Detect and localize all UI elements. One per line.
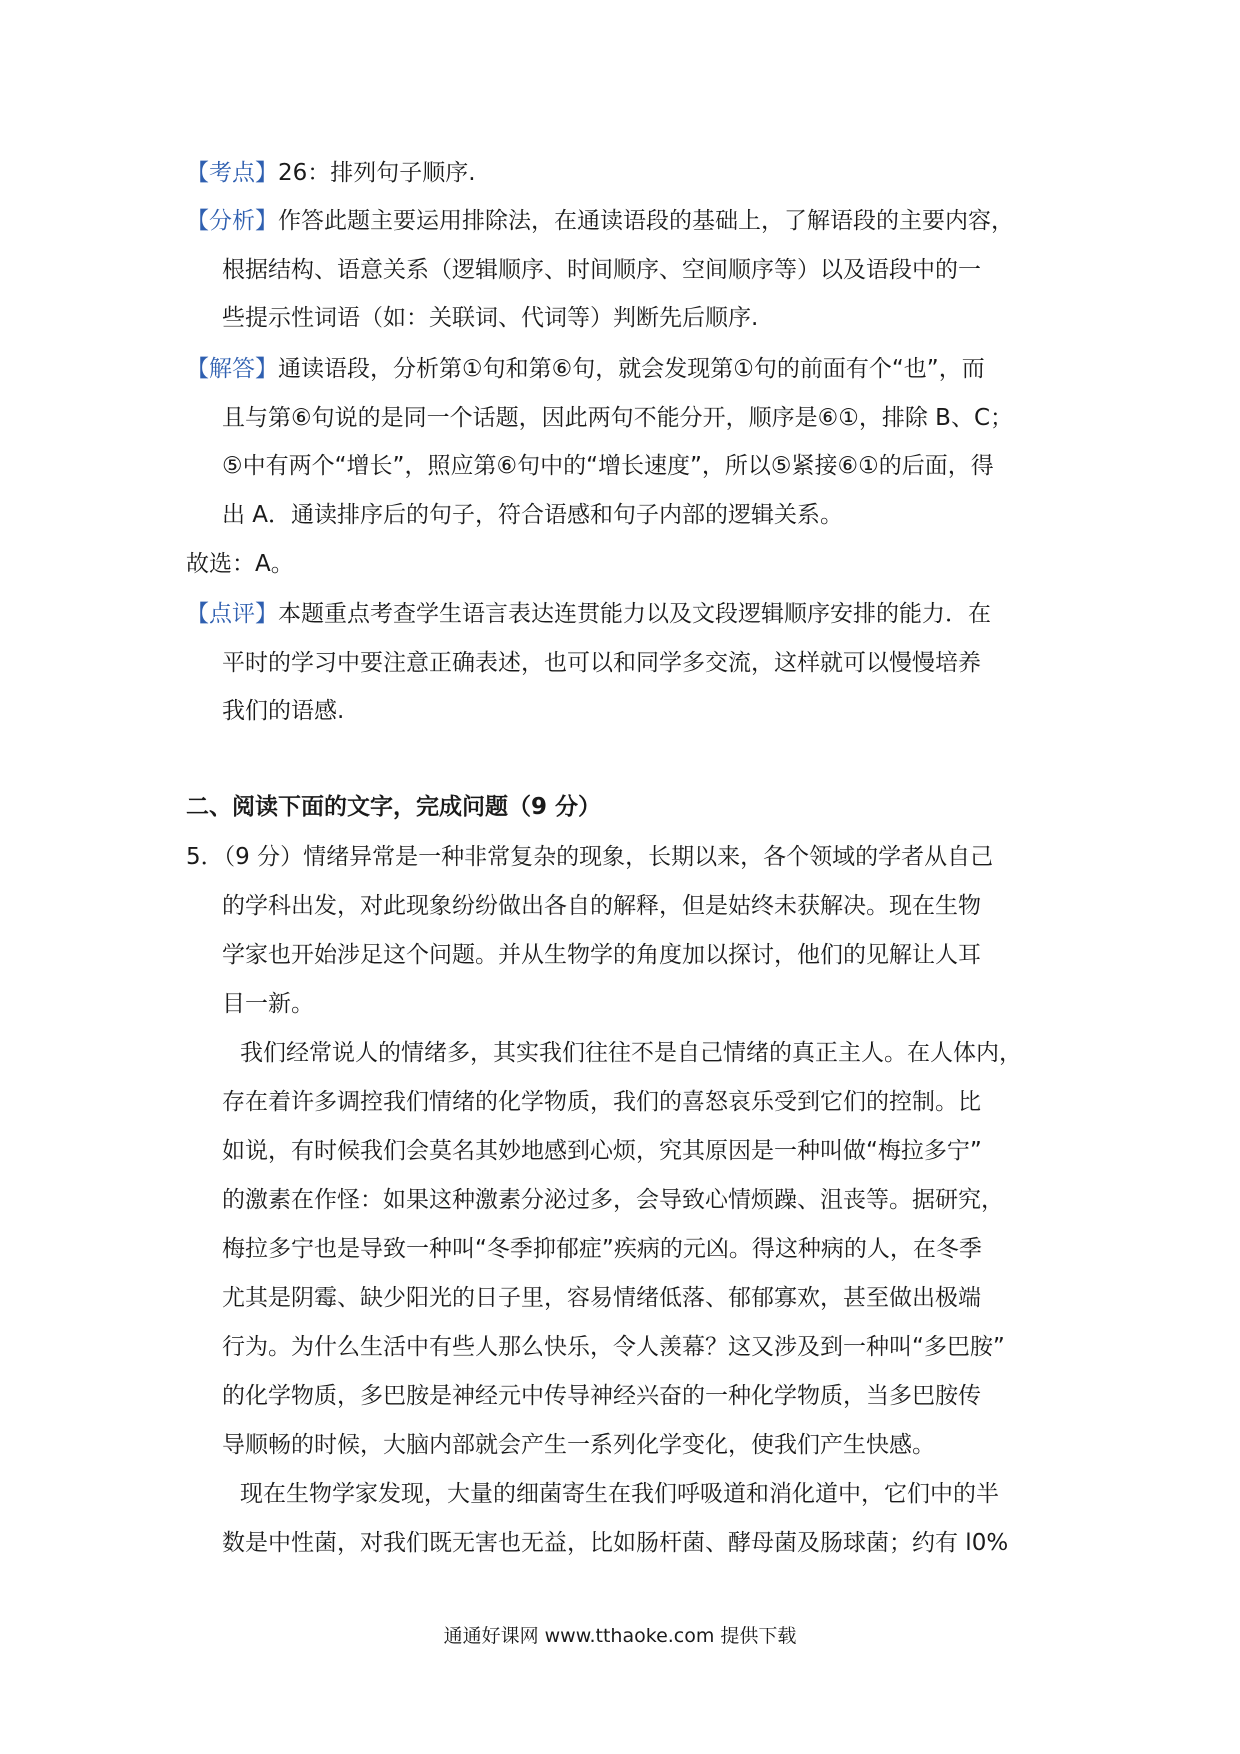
dianping-line-3: 我们的语感. — [222, 698, 345, 724]
fenxi-label: 【分析】 — [186, 208, 278, 234]
dianping-line-1 — [186, 597, 991, 631]
page-footer: 通通好课网 www.tthaoke.com 提供下载 — [443, 1625, 797, 1647]
answer-line: 故选：A。 — [186, 551, 294, 577]
jieda-label: 【解答】 — [186, 356, 278, 382]
dianping-line-2: 平时的学习中要注意正确表述，也可以和同学多交流，这样就可以慢慢培养 — [222, 650, 981, 676]
question-line-3: 学家也开始涉足这个问题。并从生物学的角度加以探讨，他们的见解让人耳 — [222, 942, 981, 968]
jieda-line-4: 出 A．通读排序后的句子，符合语感和句子内部的逻辑关系。 — [222, 502, 844, 528]
passage-p1-line-9: 导顺畅的时候，大脑内部就会产生一系列化学变化，使我们产生快感。 — [222, 1432, 935, 1458]
passage-p1-line-6: 尤其是阴霉、缺少阳光的日子里，容易情绪低落、郁郁寡欢，甚至做出极端 — [222, 1285, 981, 1311]
kaodian-line — [186, 156, 476, 190]
passage-p2-line-2: 数是中性菌，对我们既无害也无益，比如肠杆菌、酵母菌及肠球菌；约有 l0% — [222, 1530, 1009, 1556]
question-line-2: 的学科出发，对此现象纷纷做出各自的解释，但是姑终未获解决。现在生物 — [222, 893, 981, 919]
jieda-line-2: 且与第⑥句说的是同一个话题，因此两句不能分开，顺序是⑥①，排除 B、C； — [222, 405, 1014, 431]
jieda-line-3: ⑤中有两个“增长”，照应第⑥句中的“增长速度”，所以⑤紧接⑥①的后面，得 — [222, 453, 994, 479]
question-line-4: 目一新。 — [222, 991, 314, 1017]
jieda-text-1: 通读语段，分析第①句和第⑥句，就会发现第①句的前面有个“也”，而 — [278, 356, 985, 382]
passage-p1-line-2: 存在着许多调控我们情绪的化学物质，我们的喜怒哀乐受到它们的控制。比 — [222, 1089, 981, 1115]
passage-p1-line-3: 如说，有时候我们会莫名其妙地感到心烦，究其原因是一种叫做“梅拉多宁” — [222, 1138, 982, 1164]
passage-p1-line-4: 的激素在作怪：如果这种激素分泌过多，会导致心情烦躁、沮丧等。据研究， — [222, 1187, 1004, 1213]
dianping-label: 【点评】 — [186, 601, 278, 627]
fenxi-text-1: 作答此题主要运用排除法，在通读语段的基础上，了解语段的主要内容， — [278, 208, 1014, 234]
passage-p1-line-7: 行为。为什么生活中有些人那么快乐，令人羡幕？这又涉及到一种叫“多巴胺” — [222, 1334, 1005, 1360]
passage-p1-line-1: 我们经常说人的情绪多，其实我们往往不是自己情绪的真正主人。在人体内， — [240, 1040, 1022, 1066]
fenxi-line-3: 些提示性词语（如：关联词、代词等）判断先后顺序. — [222, 305, 759, 331]
question-line-1: 5．（9 分）情绪异常是一种非常复杂的现象，长期以来，各个领域的学者从自己 — [186, 844, 994, 870]
jieda-line-1 — [186, 352, 985, 386]
fenxi-line-1 — [186, 204, 1014, 238]
passage-p1-line-5: 梅拉多宁也是导致一种叫“冬季抑郁症”疾病的元凶。得这种病的人，在冬季 — [222, 1236, 982, 1262]
passage-p2-line-1: 现在生物学家发现，大量的细菌寄生在我们呼吸道和消化道中，它们中的半 — [240, 1481, 999, 1507]
fenxi-line-2: 根据结构、语意关系（逻辑顺序、时间顺序、空间顺序等）以及语段中的一 — [222, 257, 981, 283]
kaodian-text: 26：排列句子顺序. — [278, 160, 476, 186]
dianping-text-1: 本题重点考查学生语言表达连贯能力以及文段逻辑顺序安排的能力．在 — [278, 601, 991, 627]
kaodian-label: 【考点】 — [186, 160, 278, 186]
section-heading: 二、阅读下面的文字，完成问题（9 分） — [186, 794, 602, 820]
passage-p1-line-8: 的化学物质，多巴胺是神经元中传导神经兴奋的一种化学物质，当多巴胺传 — [222, 1383, 981, 1409]
